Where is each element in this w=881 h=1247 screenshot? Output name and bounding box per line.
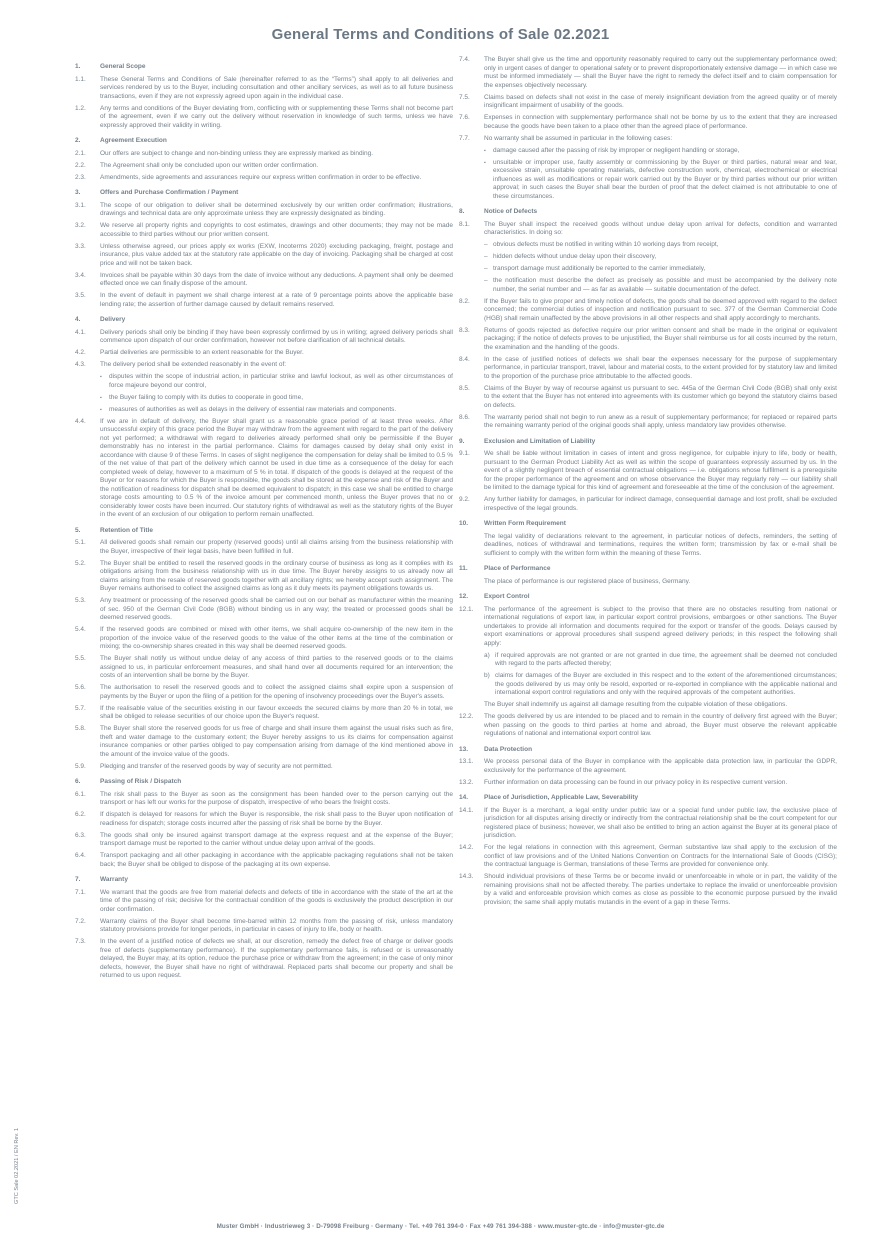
- section-heading-text: Retention of Title: [100, 526, 153, 534]
- bullet-marker: ▪: [484, 159, 486, 166]
- bullet-marker: ▪: [100, 374, 102, 380]
- clause-number: 3.4.: [75, 271, 86, 279]
- clause-text: In the event of a justified notice of defects we shall, at our discretion, remedy the defect free of charge or deliver goods free of defects (supplementary performance). If the supplementary performance fails, is refused or is unreasonably delayed, the Buyer may, at its option, reduce the purchase price or withdraw from the agreement; in the case of only minor defects, however, the Buyer shall have no right of withdrawal. Replaced parts shall become our property and shall be returned to us upon request.: [100, 938, 453, 979]
- section-heading: [75, 189, 453, 198]
- section-heading-text: Passing of Risk / Dispatch: [100, 778, 182, 785]
- clause-item: [459, 298, 837, 324]
- clause-number: 14.2.: [459, 844, 474, 851]
- clause-number: 7.6.: [459, 114, 470, 121]
- clause-text: The delivery period shall be extended reasonably in the event of:: [100, 361, 287, 368]
- clause-number: 8.3.: [459, 326, 470, 334]
- section-heading-text: Exclusion and Limitation of Liability: [484, 437, 596, 445]
- clause-number: 3.5.: [75, 292, 86, 299]
- clause-item: [75, 626, 453, 652]
- clause-number: 4.: [75, 316, 81, 323]
- clause-item: [459, 114, 837, 131]
- clause-text: The Buyer shall notify us without undue delay of any access of third parties to the reserved goods or to the claims assigned to us, in particular enforcement measures, and shall hand over all documents required for an intervention; the costs of an intervention shall be borne by the Buyer.: [100, 655, 453, 679]
- clause-item: [75, 655, 453, 681]
- clause-number: 9.1.: [459, 450, 470, 457]
- clause-text: The Agreement shall only be concluded upon our written order confirmation.: [100, 161, 319, 169]
- clause-item: [75, 150, 453, 159]
- clause-text: Claims of the Buyer by way of recourse against us pursuant to sec. 445a of the German Civil Code (BGB) shall only exist to the extent that the Buyer has not entered into agreements with its customer which go beyond the statutory claims based on defects.: [484, 384, 837, 409]
- clause-text: The Buyer shall give us the time and opportunity reasonably required to carry out the supplementary performance owed; only in urgent cases of danger to operational safety or to prevent disproportionately extensive damage — in which case we must be informed immediately — shall the Buyer have the right to remedy the defect itself and to claim compensation for the expenses objectively necessary.: [484, 56, 837, 89]
- section-heading: [459, 438, 837, 447]
- terms-column-left: [75, 56, 453, 984]
- clause-item: [75, 560, 453, 594]
- clause-item: [75, 76, 453, 102]
- clause-text: Invoices shall be payable within 30 days from the date of invoice without any deductions. A payment shall only be deemed effected once we can finally dispose of the amount.: [100, 271, 453, 287]
- clause-number: 6.1.: [75, 790, 86, 798]
- clause-number: 3.: [75, 189, 81, 196]
- clause-text: Warranty claims of the Buyer shall become time-barred within 12 months from the passing of risk, unless mandatory statutory provisions provide for longer periods, in particular in cases of injury to life, body or health.: [100, 917, 453, 933]
- clause-item: [459, 94, 837, 111]
- clause-text: Any further liability for damages, in particular for indirect damage, consequential damage and lost profit, shall be excluded irrespective of the legal grounds.: [484, 496, 837, 512]
- section-heading-text: Warranty: [100, 876, 128, 883]
- clause-text: Amendments, side agreements and assurances require our express written confirmation in order to be effective.: [100, 173, 422, 181]
- clause-number: 3.2.: [75, 222, 86, 229]
- bullet-marker: ▪: [100, 406, 102, 413]
- clause-number: 5.5.: [75, 655, 86, 662]
- clause-text: The Buyer shall inspect the received goods without undue delay upon arrival for defects, condition and warranted characteristics. In doing so:: [484, 220, 837, 236]
- clause-number: 5.3.: [75, 597, 86, 604]
- clause-text: Should individual provisions of these Terms be or become invalid or unenforceable in whole or in part, the validity of the remaining provisions shall not be affected thereby. The parties undertake to replace the invalid or unenforceable provision by a valid and enforceable provision which comes as close as possible to the economic purpose pursued by the invalid provision; the same shall apply mutatis mutandis in the event of a gap in these Terms.: [484, 873, 837, 906]
- clause-item: [75, 938, 453, 981]
- section-heading: [75, 137, 453, 146]
- clause-item: [459, 496, 837, 513]
- clause-item: [75, 763, 453, 772]
- clause-text: The goods shall only be insured against transport damage at the express request and at the expense of the Buyer; transport damage must be reported to the carrier without undue delay upon arrival of the goods.: [100, 831, 453, 847]
- dash-text: hidden defects without undue delay upon their discovery,: [493, 253, 657, 260]
- clause-item: [75, 539, 453, 556]
- clause-item: [459, 713, 837, 739]
- clause-text: If dispatch is delayed for reasons for which the Buyer is responsible, the risk shall pass to the Buyer upon notification of readiness for dispatch; storage costs incurred after the passing of risk shall be borne by the Buyer.: [100, 811, 453, 827]
- clause-item: [459, 221, 837, 238]
- clause-number: 8.5.: [459, 384, 470, 392]
- section-heading: [459, 593, 837, 602]
- clause-text: If the reserved goods are combined or mixed with other items, we shall acquire co-ownership of the new item in the proportion of the invoice value of the reserved goods to the value of the other items at the time of the combination or mixing; the co-ownership shares created in this way shall be deemed reserved goods.: [100, 626, 453, 650]
- clause-number: 5.4.: [75, 626, 86, 633]
- clause-text: The Buyer shall be entitled to resell the reserved goods in the ordinary course of business as long as it complies with its obligations arising from the business relationship with us in due time. The Buyer hereby assigns to us already now all claims arising from the resale of reserved goods together with all ancillary rights; we hereby accept such assignment. The Buyer remains authorised to collect the assigned claims as long as it duly meets its payment obligations towards us.: [100, 559, 453, 592]
- bullet-item: [484, 147, 837, 156]
- clause-text: Further information on data processing can be found in our privacy policy in its respective current version.: [484, 778, 788, 786]
- clause-item: [75, 361, 453, 370]
- clause-number: 14.3.: [459, 873, 474, 880]
- clause-number: 10.: [459, 520, 469, 527]
- clause-number: 2.2.: [75, 161, 86, 169]
- clause-number: 5.7.: [75, 704, 86, 712]
- clause-number: 8.6.: [459, 413, 470, 421]
- bullet-text: damage caused after the passing of risk by improper or negligent handling or storage,: [493, 146, 740, 154]
- clause-text: We shall be liable without limitation in cases of intent and gross negligence, for culpable injury to life, body or health, pursuant to the German Product Liability Act as well as within the scope of guarantees expressly assumed by us. In the event of a slightly negligent breach of essential contractual obligations — i.e. obligations whose fulfilment is a prerequisite for the proper performance of the agreement and on whose observance the Buyer may regularly rely — our liability shall be limited to the damage typical for this kind of agreement and foreseeable at the time of the conclusion of the agreement.: [484, 450, 837, 491]
- clause-text: The authorisation to resell the reserved goods and to collect the assigned claims shall expire upon a suspension of payments by the Buyer or upon the filing of a petition for the opening of insolvency proceedings over the Buyer's assets.: [100, 684, 453, 700]
- dash-item: [484, 265, 837, 274]
- dash-marker: –: [484, 265, 488, 272]
- clause-text: If the Buyer is a merchant, a legal entity under public law or a special fund under public law, the exclusive place of jurisdiction for all disputes arising directly or indirectly from the contractual relationship shall be the court competent for our registered place of business; however, we shall also be entitled to bring an action against the Buyer at its general place of jurisdiction.: [484, 806, 837, 839]
- section-heading-text: Export Control: [484, 593, 530, 600]
- bullet-item: [100, 406, 453, 415]
- clause-number: 5.1.: [75, 539, 86, 546]
- sub-item: [484, 672, 837, 698]
- dash-item: [484, 277, 837, 294]
- clause-text: The warranty period shall not begin to run anew as a result of supplementary performance; for replaced or repaired parts the remaining warranty period of the original goods shall apply, unless mandatory law provides otherwise.: [484, 413, 837, 429]
- clause-number: 14.: [459, 794, 469, 801]
- clause-item: [75, 918, 453, 935]
- clause-number: 6.4.: [75, 852, 86, 859]
- dash-text: transport damage must additionally be reported to the carrier immediately,: [493, 265, 706, 272]
- section-heading-text: Notice of Defects: [484, 208, 538, 215]
- section-heading: [459, 794, 837, 803]
- clause-number: 13.1.: [459, 758, 474, 765]
- clause-text: If we are in default of delivery, the Buyer shall grant us a reasonable grace period of at least three weeks. After unsuccessful expiry of this grace period the Buyer may withdraw from the agreement with regard to the part of the delivery not yet performed; a withdrawal with regard to deliveries already performed shall only be permissible if the Buyer demonstrably has no interest in the partial performance. Claims for damages caused by delay shall only exist in accordance with clause 9 of these Terms. In cases of slight negligence the compensation for delay shall be limited to 0.5 % of the net value of that part of the delivery which cannot be used in due time as a consequence of the delay for each completed week of delay, however to a maximum of 5 % in total. If dispatch of the goods is delayed at the request of the Buyer or for reasons for which the Buyer is responsible, the goods shall be stored at the expense and risk of the Buyer and the notification of readiness for dispatch shall be deemed equivalent to dispatch; in this case we shall be entitled to charge storage costs amounting to 0.5 % of the invoice amount per commenced month, unless the Buyer proves that no or considerably lower costs have been incurred. Our statutory rights of withdrawal as well as the statutory rights of the Buyer in the event of an exclusion of our obligation to perform remain unaffected.: [100, 417, 453, 518]
- section-heading-text: Place of Jurisdiction, Applicable Law, Severability: [484, 794, 639, 801]
- clause-item: [459, 450, 837, 493]
- dash-marker: –: [484, 241, 488, 248]
- clause-number: 13.2.: [459, 778, 474, 786]
- sub-marker: b): [484, 672, 490, 679]
- footer-company-line: Muster GmbH · Industrieweg 3 · D-79098 Freiburg · Germany · Tel. +49 761 394-0 · Fax +49 761 394-388 · www.muster-gtc.de · info@muster-gtc.de: [216, 1223, 665, 1230]
- clause-number: 3.3.: [75, 242, 86, 250]
- clause-number: 1.1.: [75, 75, 86, 83]
- section-heading-text: Data Protection: [484, 745, 533, 753]
- dash-marker: –: [484, 253, 488, 260]
- clause-text: Delivery periods shall only be binding if they have been expressly confirmed by us in writing; agreed delivery periods shall commence upon dispatch of our order confirmation, however not before clarification of all technical details.: [100, 328, 453, 344]
- paragraph-text: The place of performance is our registered place of business, Germany.: [484, 577, 691, 585]
- clause-text: Any terms and conditions of the Buyer deviating from, conflicting with or supplementing these Terms shall not become part of the agreement, even if we carry out the delivery without reservation in knowledge of such terms, unless we have expressly approved their validity in writing.: [100, 104, 453, 129]
- section-heading: [75, 876, 453, 885]
- clause-item: [459, 606, 837, 649]
- clause-number: 7.3.: [75, 938, 86, 945]
- clause-text: The performance of the agreement is subject to the proviso that there are no obstacles resulting from national or international regulations of export law, in particular export control provisions, embargoes or other sanctions. The Buyer undertakes to provide all information and documents required for the export or transfer of the goods. Delays caused by export examinations or approval procedures shall suspend agreed delivery periods; in this respect the following shall apply:: [484, 605, 837, 647]
- clause-item: [459, 385, 837, 411]
- clause-number: 9.2.: [459, 496, 470, 503]
- clause-text: If the Buyer fails to give proper and timely notice of defects, the goods shall be deemed approved with regard to the defect concerned; the commercial duties of inspection and notification pursuant to sec. 377 of the German Commercial Code (HGB) shall remain unaffected by the above provisions in all other respects and shall apply accordingly to merchants.: [484, 297, 837, 322]
- paragraph: [484, 533, 837, 559]
- bullet-marker: ▪: [100, 394, 102, 401]
- clause-number: 8.: [459, 208, 465, 215]
- clause-number: 7.5.: [459, 93, 470, 101]
- clause-number: 5.2.: [75, 559, 86, 567]
- dash-text: the notification must describe the defect as precisely as possible and must be accompanied by the delivery note number, the serial number and — as far as available — suitable documentation of the defect.: [493, 277, 837, 293]
- sub-marker: a): [484, 651, 490, 659]
- section-heading: [75, 63, 453, 72]
- clause-number: 7.1.: [75, 888, 86, 896]
- clause-text: Transport packaging and all other packaging in accordance with the applicable packaging regulations shall not be taken back; the Buyer shall be obliged to dispose of the packaging at its own expense.: [100, 852, 453, 868]
- sub-item: [484, 652, 837, 669]
- clause-number: 2.: [75, 137, 81, 144]
- section-heading: [75, 316, 453, 325]
- section-heading-text: Written Form Requirement: [484, 520, 566, 527]
- clause-item: [75, 811, 453, 828]
- dash-item: [484, 241, 837, 250]
- dash-item: [484, 253, 837, 262]
- clause-item: [75, 292, 453, 309]
- clause-text: Returns of goods rejected as defective require our prior written consent and shall be made in the original or equivalent packaging; if the notice of defects proves to be unjustified, the Buyer shall reimburse us for all costs incurred by the return, the examination and the handling of the goods.: [484, 326, 837, 351]
- clause-item: [75, 889, 453, 915]
- clause-text: Any treatment or processing of the reserved goods shall be carried out on our behalf as manufacturer within the meaning of sec. 950 of the German Civil Code (BGB) without binding us in any way; the treated or processed goods shall be deemed reserved goods.: [100, 597, 453, 621]
- clause-text: Expenses in connection with supplementary performance shall not be borne by us to the extent that they are increased because the goods have been taken to a place other than the agreed place of performance.: [484, 114, 837, 130]
- clause-number: 2.1.: [75, 149, 86, 157]
- clause-item: [459, 356, 837, 382]
- clause-item: [459, 873, 837, 907]
- clause-number: 4.3.: [75, 361, 86, 368]
- clause-number: 12.: [459, 593, 469, 600]
- clause-item: [75, 105, 453, 131]
- clause-item: [75, 329, 453, 346]
- clause-item: [75, 222, 453, 239]
- section-heading-text: Place of Performance: [484, 565, 551, 572]
- bullet-text: measures of authorities as well as delays in the delivery of essential raw materials and components.: [109, 405, 397, 413]
- clause-text: In the event of default in payment we shall charge interest at a rate of 9 percentage points above the applicable base lending rate; the assertion of further damage caused by default remains reserved.: [100, 292, 453, 308]
- clause-text: Partial deliveries are permissible to an extent reasonable for the Buyer.: [100, 349, 304, 356]
- clause-number: 11.: [459, 565, 468, 572]
- clause-number: 1.: [75, 63, 81, 70]
- clause-number: 8.4.: [459, 355, 470, 363]
- clause-item: [75, 684, 453, 701]
- paragraph: [484, 578, 837, 587]
- clause-text: We warrant that the goods are free from material defects and defects of title in accordance with the state of the art at the time of the passing of risk; decisive for the contractual condition of the goods is exclusively the product description in our order confirmation.: [100, 888, 453, 913]
- clause-item: [75, 243, 453, 269]
- sub-text: if required approvals are not granted or are not granted in due time, the agreement shall be deemed not concluded with regard to the parts affected thereby;: [495, 651, 837, 667]
- section-heading: [459, 746, 837, 755]
- clause-text: The Buyer shall store the reserved goods for us free of charge and shall insure them against the usual risks such as fire, theft and water damage to the customary extent; the Buyer hereby assigns to us its claims for compensation against insurance companies or other parties obliged to pay compensation arising from damage of the kind mentioned above in the amount of the invoice value of the goods.: [100, 725, 453, 758]
- section-heading-text: Agreement Execution: [100, 137, 167, 144]
- clause-text: If the realisable value of the securities existing in our favour exceeds the secured claims by more than 20 % in total, we shall be obliged to release securities of our choice upon the Buyer's request.: [100, 704, 453, 720]
- clause-item: [75, 832, 453, 849]
- clause-item: [75, 272, 453, 289]
- clause-text: The goods delivered by us are intended to be placed and to remain in the country of delivery first agreed with the Buyer; when passing on the goods to third parties at home and abroad, the Buyer must observe the relevant applicable regulations of national and international export control law.: [484, 713, 837, 737]
- clause-text: All delivered goods shall remain our property (reserved goods) until all claims arising from the business relationship with the Buyer, irrespective of their legal basis, have been fulfilled in full.: [100, 539, 453, 555]
- clause-number: 4.4.: [75, 417, 86, 425]
- clause-number: 3.1.: [75, 201, 86, 209]
- bullet-text: unsuitable or improper use, faulty assembly or commissioning by the Buyer or third parties, natural wear and tear, excessive strain, unsuitable operating materials, defective construction work, chemical, electrochemical or electrical influences as well as modifications or repair work carried out by the Buyer or by third parties without our prior written approval; in such cases the Buyer shall bear the burden of proof that the defect claimed is not attributable to one of these circumstances.: [493, 158, 837, 200]
- clause-number: 6.3.: [75, 831, 86, 839]
- bullet-text: the Buyer failing to comply with its duties to cooperate in good time,: [109, 393, 304, 401]
- section-heading: [75, 527, 453, 536]
- clause-item: [75, 597, 453, 623]
- bullet-item: [484, 159, 837, 202]
- clause-number: 7.: [75, 876, 81, 883]
- clause-item: [75, 725, 453, 759]
- clause-item: [75, 174, 453, 183]
- clause-text: Claims based on defects shall not exist in the case of merely insignificant deviation from the agreed quality or of merely insignificant impairment of usability of the goods.: [484, 93, 837, 109]
- section-heading: [75, 778, 453, 787]
- section-heading: [459, 208, 837, 217]
- clause-number: 9.: [459, 437, 465, 445]
- clause-number: 7.4.: [459, 56, 470, 63]
- clause-item: [459, 779, 837, 788]
- clause-item: [75, 705, 453, 722]
- clause-number: 12.1.: [459, 605, 474, 613]
- section-heading-text: General Scope: [100, 63, 146, 70]
- sub-text: claims for damages of the Buyer are excluded in this respect and to the extent of the aforementioned circumstances; the goods delivered by us may only be resold, exported or re-exported in compliance with the applicable national and international export control regulations and only with the required approvals of the competent authorities.: [495, 672, 837, 696]
- clause-text: Our offers are subject to change and non-binding unless they are expressly marked as binding.: [100, 149, 374, 157]
- clause-text: Pledging and transfer of the reserved goods by way of security are not permitted.: [100, 762, 333, 770]
- clause-number: 6.2.: [75, 811, 86, 818]
- clause-text: The scope of our obligation to deliver shall be determined exclusively by our written order confirmation; illustrations, drawings and technical data are only approximate unless they are expressly designated as binding.: [100, 201, 453, 217]
- clause-number: 7.7.: [459, 134, 470, 142]
- clause-item: [459, 414, 837, 431]
- paragraph-text: The legal validity of declarations relevant to the agreement, in particular notices of defects, reminders, the setting of deadlines, notices of withdrawal and terminations, requires the written form; transmission by fax or e-mail shall be sufficient to comply with the written form within the meaning of these Terms.: [484, 532, 837, 557]
- clause-number: 12.2.: [459, 713, 474, 720]
- paragraph-text: The Buyer shall indemnify us against all damage resulting from the culpable violation of these obligations.: [484, 701, 788, 708]
- section-heading: [459, 520, 837, 529]
- clause-number: 7.2.: [75, 917, 86, 925]
- bullet-text: disputes within the scope of industrial action, in particular strike and lawful lockout, as well as other circumstances of force majeure beyond our control,: [109, 373, 453, 389]
- clause-number: 1.2.: [75, 104, 86, 112]
- clause-item: [459, 135, 837, 144]
- clause-text: The risk shall pass to the Buyer as soon as the consignment has been handed over to the person carrying out the transport or has left our works for the purpose of dispatch, irrespective of who bears the freight costs.: [100, 790, 453, 806]
- side-doc-code: GTC Sale 02.2021 / EN Rev. 1: [14, 1127, 20, 1204]
- clause-text: No warranty shall be assumed in particular in the following cases:: [484, 134, 673, 142]
- bullet-item: [100, 394, 453, 403]
- clause-number: 14.1.: [459, 806, 474, 814]
- clause-number: 5.9.: [75, 762, 86, 770]
- clause-item: [459, 758, 837, 775]
- clause-number: 8.2.: [459, 297, 470, 305]
- bullet-item: [100, 373, 453, 390]
- clause-text: In the case of justified notices of defects we shall bear the expenses necessary for the purpose of supplementary performance, in particular transport, travel, labour and material costs, to the extent provided for by statutory law and limited to the proportion of the purchase price attributable to the affected goods.: [484, 355, 837, 380]
- dash-text: obvious defects must be notified in writing within 10 working days from receipt,: [493, 241, 719, 248]
- clause-item: [75, 791, 453, 808]
- bullet-marker: ▪: [484, 147, 486, 154]
- section-heading-text: Offers and Purchase Confirmation / Payment: [100, 189, 239, 196]
- clause-item: [75, 202, 453, 219]
- clause-number: 8.1.: [459, 220, 470, 228]
- clause-item: [75, 418, 453, 520]
- clause-item: [75, 349, 453, 358]
- clause-number: 5.: [75, 526, 81, 534]
- clause-item: [75, 852, 453, 869]
- clause-number: 5.6.: [75, 684, 86, 691]
- clause-item: [75, 162, 453, 171]
- clause-text: These General Terms and Conditions of Sale (hereinafter referred to as the “Terms”) shall apply to all deliveries and services rendered by us to the Buyer, including consultation and other ancillary services, as well as to all future business transactions, even if they are not expressly agreed upon again in the individual case.: [100, 75, 453, 100]
- dash-marker: –: [484, 277, 488, 284]
- clause-text: We process personal data of the Buyer in compliance with the applicable data protection law, in particular the GDPR, exclusively for the performance of the agreement.: [484, 758, 837, 774]
- clause-item: [459, 807, 837, 841]
- clause-number: 2.3.: [75, 173, 86, 181]
- clause-text: Unless otherwise agreed, our prices apply ex works (EXW, Incoterms 2020) excluding packaging, freight, postage and insurance, plus value added tax at the statutory rate applicable on the day of invoicing. Packaging shall be charged at cost price and will not be taken back.: [100, 242, 453, 267]
- section-heading-text: Delivery: [100, 316, 126, 323]
- clause-item: [459, 844, 837, 870]
- paragraph: [484, 701, 837, 710]
- clause-number: 4.2.: [75, 349, 86, 356]
- section-heading: [459, 565, 837, 574]
- clause-text: We reserve all property rights and copyrights to cost estimates, drawings and other documents; they may not be made accessible to third parties without our prior written consent.: [100, 222, 453, 238]
- page-title: General Terms and Conditions of Sale 02.2021: [271, 26, 610, 43]
- clause-number: 6.: [75, 778, 81, 785]
- clause-number: 5.8.: [75, 725, 86, 732]
- clause-text: For the legal relations in connection with this agreement, German substantive law shall apply to the exclusion of the conflict of law provisions and of the United Nations Convention on Contracts for the International Sale of Goods (CISG); the contractual language is German, translations of these Terms are provided for convenience only.: [484, 844, 837, 868]
- clause-item: [459, 327, 837, 353]
- clause-number: 4.1.: [75, 328, 86, 336]
- clause-item: [459, 56, 837, 90]
- terms-columns: [75, 56, 837, 984]
- clause-number: 13.: [459, 745, 469, 753]
- terms-column-right: [459, 56, 837, 984]
